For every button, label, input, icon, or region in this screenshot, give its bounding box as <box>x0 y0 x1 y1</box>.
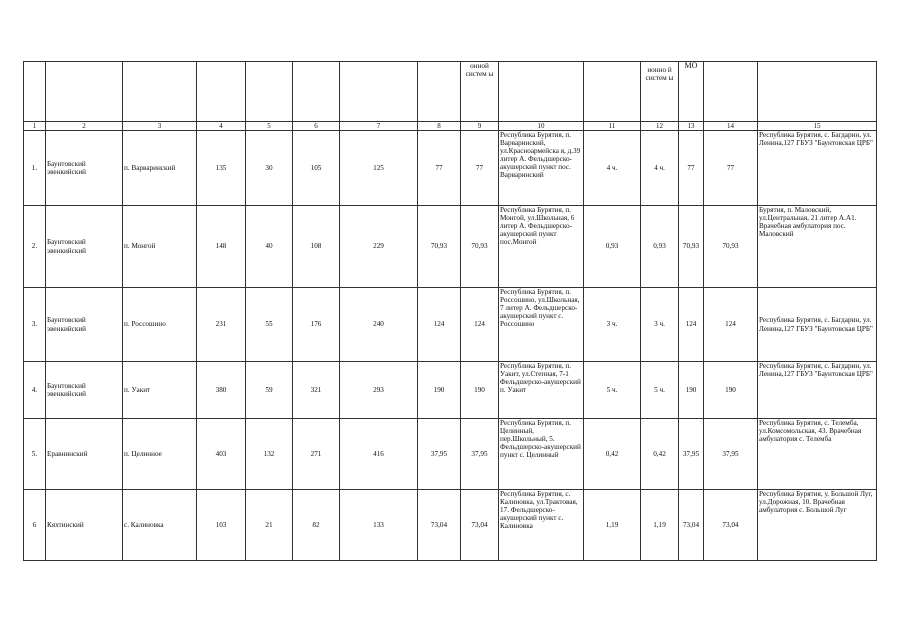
value-cell: 3 ч. <box>584 288 641 362</box>
row-number: 2. <box>24 206 46 288</box>
district-cell: Кяхтинский <box>46 490 123 561</box>
row-number: 6 <box>24 490 46 561</box>
table-row <box>24 288 877 362</box>
value-cell: 37,95 <box>704 419 758 490</box>
value-cell: 190 <box>461 362 499 419</box>
document-page <box>23 61 876 561</box>
value-cell: 77 <box>461 131 499 206</box>
value-cell: 73,04 <box>461 490 499 561</box>
value-cell: 148 <box>197 206 246 288</box>
value-cell: 1,19 <box>641 490 679 561</box>
data-table <box>23 61 877 561</box>
value-cell: 190 <box>679 362 704 419</box>
value-cell: 82 <box>293 490 340 561</box>
value-cell: 73,04 <box>418 490 461 561</box>
table-row <box>24 206 877 288</box>
settlement-cell: п. Монгой <box>123 206 197 288</box>
address-cell: Республика Бурятия, п. Монгой, ул.Школьная, 6 литер А. Фельдшерско-акушерский пункт пос.Монгой <box>499 206 584 288</box>
value-cell: 73,04 <box>704 490 758 561</box>
district-cell: Баунтовский эвенкийский <box>46 288 123 362</box>
value-cell: 135 <box>197 131 246 206</box>
address-cell: Республика Бурятия, п. Целинный, пер.Школьный, 5. Фельдшерско-акушерский пункт с. Целинный <box>499 419 584 490</box>
value-cell: 132 <box>246 419 293 490</box>
header-cell-3 <box>123 62 197 122</box>
value-cell: 271 <box>293 419 340 490</box>
value-cell: 70,93 <box>461 206 499 288</box>
value-cell: 4 ч. <box>584 131 641 206</box>
settlement-cell: п. Россошино <box>123 288 197 362</box>
value-cell: 1,19 <box>584 490 641 561</box>
column-number: 1 <box>24 122 46 131</box>
value-cell: 229 <box>340 206 418 288</box>
value-cell: 176 <box>293 288 340 362</box>
address-cell: Республика Бурятия, п. Россошино, ул.Школьная, 7 литер А. Фельдшерско-акушерский пункт с. Россошино <box>499 288 584 362</box>
settlement-cell: п. Уакит <box>123 362 197 419</box>
column-number: 4 <box>197 122 246 131</box>
address-cell: Республика Бурятия, п. Уакит, ул.Степная, 7-1 Фельдшерско-акушерский п. Уакит <box>499 362 584 419</box>
value-cell: 70,93 <box>704 206 758 288</box>
header-cell-13: МО <box>679 62 704 122</box>
header-cell-2 <box>46 62 123 122</box>
header-cell-10 <box>499 62 584 122</box>
header-cell-7 <box>340 62 418 122</box>
header-cell-9: онной систем ы <box>461 62 499 122</box>
value-cell: 37,95 <box>679 419 704 490</box>
header-cell-5 <box>246 62 293 122</box>
table-row <box>24 362 877 419</box>
value-cell: 77 <box>704 131 758 206</box>
column-number: 3 <box>123 122 197 131</box>
value-cell: 108 <box>293 206 340 288</box>
value-cell: 105 <box>293 131 340 206</box>
value-cell: 124 <box>704 288 758 362</box>
column-number: 8 <box>418 122 461 131</box>
value-cell: 0,93 <box>584 206 641 288</box>
value-cell: 0,93 <box>641 206 679 288</box>
value-cell: 231 <box>197 288 246 362</box>
value-cell: 77 <box>679 131 704 206</box>
table-row <box>24 131 877 206</box>
value-cell: 37,95 <box>461 419 499 490</box>
column-number: 14 <box>704 122 758 131</box>
value-cell: 380 <box>197 362 246 419</box>
column-number: 10 <box>499 122 584 131</box>
column-number-row <box>24 122 877 131</box>
header-cell-14 <box>704 62 758 122</box>
value-cell: 40 <box>246 206 293 288</box>
facility-cell: Республика Бурятия, с. Багдарин, ул. Ленина,127 ГБУЗ "Баунтовская ЦРБ" <box>758 288 877 362</box>
value-cell: 124 <box>679 288 704 362</box>
table-row <box>24 490 877 561</box>
header-cell-15 <box>758 62 877 122</box>
facility-cell: Республика Бурятия, у. Большой Луг, ул.Дорожная, 10. Врачебная амбулатория с. Большой Луг <box>758 490 877 561</box>
header-cell-11 <box>584 62 641 122</box>
value-cell: 55 <box>246 288 293 362</box>
value-cell: 30 <box>246 131 293 206</box>
header-cell-8 <box>418 62 461 122</box>
value-cell: 4 ч. <box>641 131 679 206</box>
facility-cell: Бурятия, п. Маловский, ул.Центральная, 21 литер А.А1. Врачебная амбулатория пос. Маловский <box>758 206 877 288</box>
header-cell-6 <box>293 62 340 122</box>
facility-cell: Республика Бурятия, с. Телемба, ул.Комсомольская, 43. Врачебная амбулатория с. Телемба <box>758 419 877 490</box>
value-cell: 73,04 <box>679 490 704 561</box>
value-cell: 124 <box>418 288 461 362</box>
row-number: 1. <box>24 131 46 206</box>
column-number: 12 <box>641 122 679 131</box>
value-cell: 70,93 <box>679 206 704 288</box>
value-cell: 77 <box>418 131 461 206</box>
value-cell: 3 ч. <box>641 288 679 362</box>
column-number: 11 <box>584 122 641 131</box>
column-number: 7 <box>340 122 418 131</box>
value-cell: 5 ч. <box>584 362 641 419</box>
value-cell: 403 <box>197 419 246 490</box>
value-cell: 59 <box>246 362 293 419</box>
district-cell: Баунтовский эвенкийский <box>46 362 123 419</box>
column-number: 13 <box>679 122 704 131</box>
settlement-cell: с. Калиновка <box>123 490 197 561</box>
row-number: 5. <box>24 419 46 490</box>
value-cell: 190 <box>704 362 758 419</box>
value-cell: 293 <box>340 362 418 419</box>
value-cell: 0,42 <box>641 419 679 490</box>
table-row <box>24 419 877 490</box>
value-cell: 103 <box>197 490 246 561</box>
value-cell: 133 <box>340 490 418 561</box>
facility-cell: Республика Бурятия, с. Багдарин, ул. Ленина,127 ГБУЗ "Баунтовская ЦРБ" <box>758 362 877 419</box>
header-cell-12: ионно й систем ы <box>641 62 679 122</box>
column-number: 9 <box>461 122 499 131</box>
address-cell: Республика Бурятия, п. Варваринский, ул.Красноармейска я, д.39 литер А. Фельдшерско-акушерский пункт пос. Варваринский <box>499 131 584 206</box>
facility-cell: Республика Бурятия, с. Багдарин, ул. Ленина,127 ГБУЗ "Баунтовская ЦРБ" <box>758 131 877 206</box>
settlement-cell: п. Целинное <box>123 419 197 490</box>
district-cell: Еравнинский <box>46 419 123 490</box>
column-number: 2 <box>46 122 123 131</box>
header-cell-1 <box>24 62 46 122</box>
value-cell: 37,95 <box>418 419 461 490</box>
column-number: 6 <box>293 122 340 131</box>
address-cell: Республика Бурятия, с. Калиновка, ул.Трактовая, 17. Фельдшерско-акушерский пункт с. Калиновка <box>499 490 584 561</box>
district-cell: Баунтовский эвенкийский <box>46 131 123 206</box>
district-cell: Баунтовский эвенкийский <box>46 206 123 288</box>
table-header-row <box>24 62 877 122</box>
value-cell: 5 ч. <box>641 362 679 419</box>
row-number: 4. <box>24 362 46 419</box>
value-cell: 124 <box>461 288 499 362</box>
column-number: 5 <box>246 122 293 131</box>
row-number: 3. <box>24 288 46 362</box>
value-cell: 125 <box>340 131 418 206</box>
value-cell: 321 <box>293 362 340 419</box>
value-cell: 190 <box>418 362 461 419</box>
value-cell: 416 <box>340 419 418 490</box>
value-cell: 70,93 <box>418 206 461 288</box>
column-number: 15 <box>758 122 877 131</box>
value-cell: 240 <box>340 288 418 362</box>
value-cell: 21 <box>246 490 293 561</box>
header-cell-4 <box>197 62 246 122</box>
value-cell: 0,42 <box>584 419 641 490</box>
settlement-cell: п. Варваринский <box>123 131 197 206</box>
